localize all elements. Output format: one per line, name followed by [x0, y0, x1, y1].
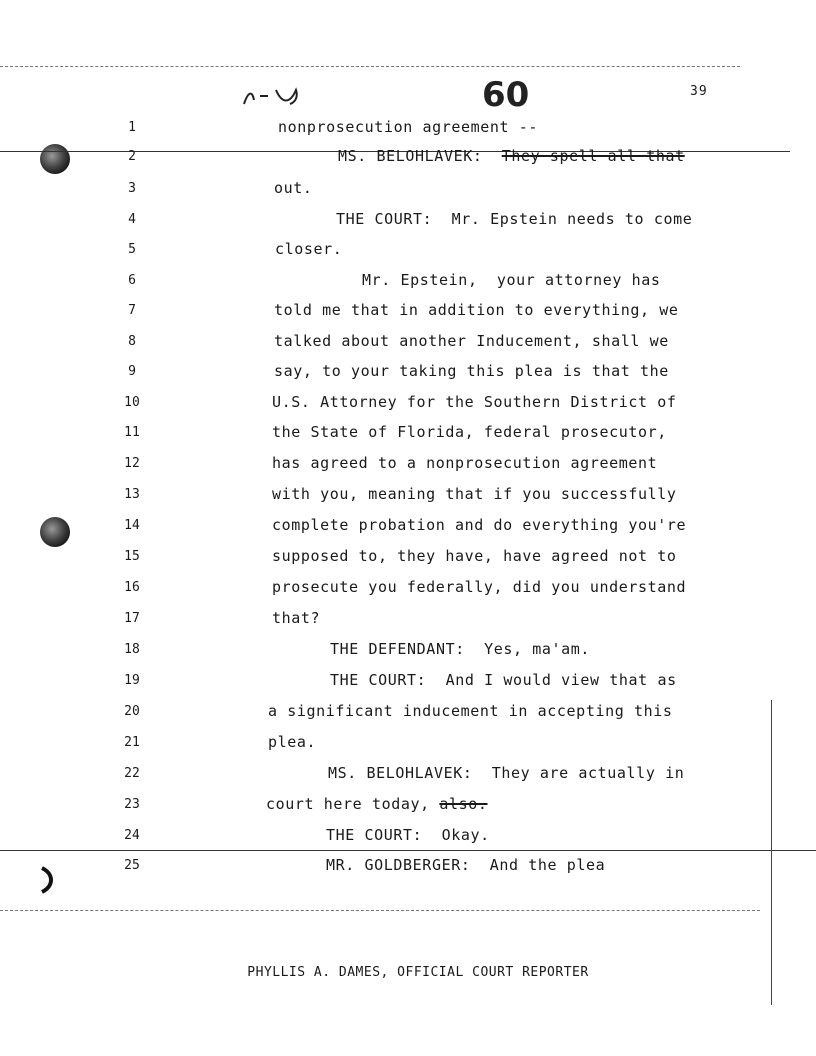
- page-number: 39: [690, 84, 708, 99]
- line-number: 13: [124, 487, 140, 502]
- top-rule: [0, 66, 740, 67]
- svg-text:60: 60: [482, 75, 530, 114]
- line-number: 5: [128, 242, 136, 257]
- court-reporter-footer: PHYLLIS A. DAMES, OFFICIAL COURT REPORTER: [247, 965, 589, 980]
- transcript-line: Mr. Epstein, your attorney has: [362, 271, 661, 289]
- rule-line-23: [0, 850, 816, 851]
- line-number: 24: [124, 828, 140, 843]
- speaker-text: MS. BELOHLAVEK:: [338, 147, 502, 165]
- line-number: 15: [124, 549, 140, 564]
- struck-text: also.: [439, 795, 488, 813]
- transcript-line: that?: [272, 609, 321, 627]
- transcript-line: THE COURT: Okay.: [326, 826, 490, 844]
- line-number: 16: [124, 580, 140, 595]
- transcript-line: a significant inducement in accepting this: [268, 702, 673, 720]
- transcript-line: prosecute you federally, did you understand: [272, 578, 687, 596]
- line-number: 4: [128, 212, 136, 227]
- transcript-line: has agreed to a nonprosecution agreement: [272, 454, 658, 472]
- right-margin-bar: [771, 700, 772, 1005]
- transcript-line: nonprosecution agreement --: [278, 118, 539, 136]
- transcript-line: [338, 147, 685, 165]
- line-number: 2: [128, 149, 136, 164]
- transcript-line: THE DEFENDANT: Yes, ma'am.: [330, 640, 591, 658]
- line-number: 17: [124, 611, 140, 626]
- transcript-line: MR. GOLDBERGER: And the plea: [326, 856, 606, 874]
- line-number: 19: [124, 673, 140, 688]
- transcript-line: the State of Florida, federal prosecutor,: [272, 423, 667, 441]
- transcript-line: talked about another Inducement, shall we: [274, 332, 669, 350]
- transcript-line: supposed to, they have, have agreed not to: [272, 547, 677, 565]
- handwritten-scribble-left: [238, 82, 308, 112]
- line-number: 21: [124, 735, 140, 750]
- transcript-line: told me that in addition to everything, we: [274, 301, 679, 319]
- transcript-line: THE COURT: And I would view that as: [330, 671, 677, 689]
- struck-text: They spell all that: [501, 147, 685, 165]
- line-number: 23: [124, 797, 140, 812]
- line-number: 20: [124, 704, 140, 719]
- line-number: 12: [124, 456, 140, 471]
- line-number: 11: [124, 425, 140, 440]
- line-number: 22: [124, 766, 140, 781]
- line-number: 8: [128, 334, 136, 349]
- transcript-line: MS. BELOHLAVEK: They are actually in: [328, 764, 685, 782]
- bottom-rule: [0, 910, 760, 911]
- transcript-line: closer.: [275, 240, 343, 258]
- line-number: 9: [128, 364, 136, 379]
- transcript-line: out.: [274, 179, 313, 197]
- binder-hole-middle: [40, 517, 70, 547]
- transcript-line: U.S. Attorney for the Southern District of: [272, 393, 677, 411]
- transcript-line: with you, meaning that if you successfully: [272, 485, 677, 503]
- speaker-text: court here today,: [266, 795, 440, 813]
- line-number: 1: [128, 120, 136, 135]
- transcript-line: [266, 795, 488, 813]
- line-number: 25: [124, 858, 140, 873]
- line-number: 18: [124, 642, 140, 657]
- binder-hole-top: [40, 144, 70, 174]
- binder-hole-bottom: [40, 866, 56, 894]
- transcript-line: complete probation and do everything you're: [272, 516, 687, 534]
- line-number: 14: [124, 518, 140, 533]
- transcript-line: say, to your taking this plea is that the: [274, 362, 669, 380]
- line-number: 7: [128, 303, 136, 318]
- transcript-line: plea.: [268, 733, 317, 751]
- handwritten-mark-60: [476, 74, 556, 114]
- line-number: 10: [124, 395, 140, 410]
- line-number: 3: [128, 181, 136, 196]
- transcript-line: THE COURT: Mr. Epstein needs to come: [336, 210, 693, 228]
- line-number: 6: [128, 273, 136, 288]
